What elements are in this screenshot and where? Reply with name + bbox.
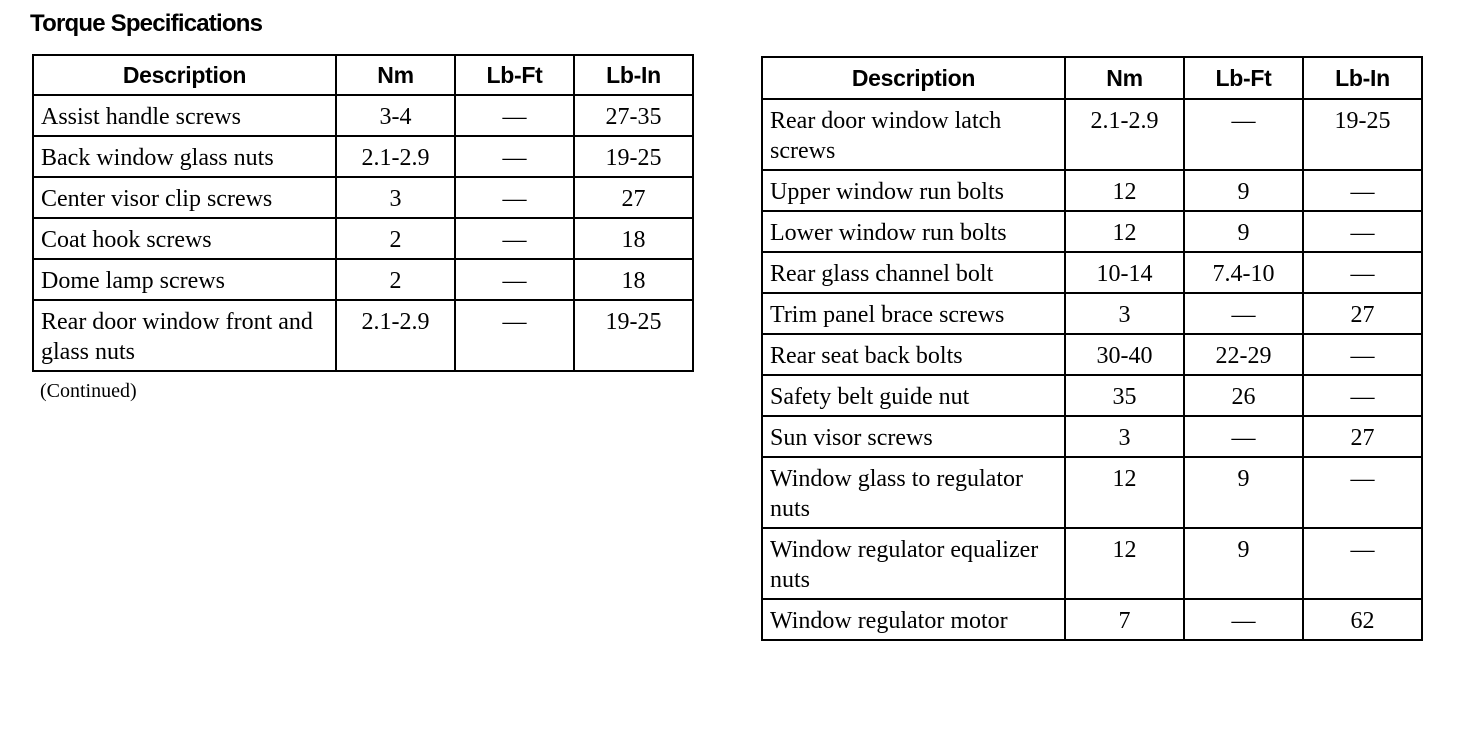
description-cell: Lower window run bolts <box>762 211 1065 252</box>
lb-in-cell: 18 <box>574 218 693 259</box>
torque-table-right <box>761 56 1423 641</box>
table-row <box>762 252 1422 293</box>
lb-in-cell: 27 <box>574 177 693 218</box>
description-cell: Dome lamp screws <box>33 259 336 300</box>
lb-in-cell: 19-25 <box>574 300 693 371</box>
header-nm: Nm <box>336 55 455 95</box>
nm-cell: 2 <box>336 218 455 259</box>
description-cell: Rear door window latch screws <box>762 99 1065 170</box>
header-nm: Nm <box>1065 57 1184 99</box>
description-cell: Rear seat back bolts <box>762 334 1065 375</box>
continued-note: (Continued) <box>40 380 137 402</box>
table-row <box>33 95 693 136</box>
nm-cell: 12 <box>1065 528 1184 599</box>
description-cell: Coat hook screws <box>33 218 336 259</box>
nm-cell: 2.1-2.9 <box>336 136 455 177</box>
nm-cell: 2 <box>336 259 455 300</box>
table-row <box>33 259 693 300</box>
lb-ft-cell: 7.4-10 <box>1184 252 1303 293</box>
description-cell: Safety belt guide nut <box>762 375 1065 416</box>
table-row <box>33 218 693 259</box>
description-cell: Window regulator equalizer nuts <box>762 528 1065 599</box>
description-cell: Sun visor screws <box>762 416 1065 457</box>
lb-in-cell: — <box>1303 211 1422 252</box>
lb-in-cell: — <box>1303 334 1422 375</box>
nm-cell: 3 <box>1065 416 1184 457</box>
table-row <box>762 170 1422 211</box>
lb-ft-cell: 9 <box>1184 528 1303 599</box>
description-cell: Assist handle screws <box>33 95 336 136</box>
description-cell: Rear door window front and glass nuts <box>33 300 336 371</box>
lb-in-cell: 27 <box>1303 416 1422 457</box>
lb-ft-cell: — <box>455 259 574 300</box>
lb-ft-cell: 9 <box>1184 170 1303 211</box>
header-lb-ft: Lb-Ft <box>455 55 574 95</box>
lb-ft-cell: — <box>455 177 574 218</box>
lb-ft-cell: 26 <box>1184 375 1303 416</box>
header-description: Description <box>762 57 1065 99</box>
table-row <box>762 99 1422 170</box>
lb-ft-cell: 9 <box>1184 457 1303 528</box>
lb-in-cell: — <box>1303 457 1422 528</box>
table-header-row <box>33 55 693 95</box>
header-lb-ft: Lb-Ft <box>1184 57 1303 99</box>
header-lb-in: Lb-In <box>1303 57 1422 99</box>
table-row <box>762 211 1422 252</box>
nm-cell: 2.1-2.9 <box>1065 99 1184 170</box>
nm-cell: 12 <box>1065 211 1184 252</box>
lb-ft-cell: — <box>455 136 574 177</box>
description-cell: Window regulator motor <box>762 599 1065 640</box>
nm-cell: 30-40 <box>1065 334 1184 375</box>
description-cell: Trim panel brace screws <box>762 293 1065 334</box>
description-cell: Upper window run bolts <box>762 170 1065 211</box>
lb-ft-cell: — <box>1184 416 1303 457</box>
lb-ft-cell: — <box>1184 599 1303 640</box>
torque-table-left <box>32 54 694 372</box>
lb-ft-cell: — <box>1184 293 1303 334</box>
table-row <box>33 136 693 177</box>
lb-ft-cell: — <box>1184 99 1303 170</box>
table-row <box>762 599 1422 640</box>
lb-ft-cell: — <box>455 95 574 136</box>
table-row <box>33 300 693 371</box>
nm-cell: 2.1-2.9 <box>336 300 455 371</box>
lb-ft-cell: 9 <box>1184 211 1303 252</box>
table-row <box>762 457 1422 528</box>
lb-in-cell: — <box>1303 170 1422 211</box>
description-cell: Center visor clip screws <box>33 177 336 218</box>
lb-in-cell: 27-35 <box>574 95 693 136</box>
lb-in-cell: 19-25 <box>1303 99 1422 170</box>
lb-in-cell: 18 <box>574 259 693 300</box>
lb-ft-cell: — <box>455 218 574 259</box>
nm-cell: 10-14 <box>1065 252 1184 293</box>
description-cell: Window glass to regulator nuts <box>762 457 1065 528</box>
nm-cell: 12 <box>1065 457 1184 528</box>
table-row <box>33 177 693 218</box>
lb-ft-cell: — <box>455 300 574 371</box>
description-cell: Rear glass channel bolt <box>762 252 1065 293</box>
table-row <box>762 416 1422 457</box>
nm-cell: 12 <box>1065 170 1184 211</box>
nm-cell: 35 <box>1065 375 1184 416</box>
table-row <box>762 528 1422 599</box>
lb-in-cell: 62 <box>1303 599 1422 640</box>
table-header-row <box>762 57 1422 99</box>
nm-cell: 3 <box>336 177 455 218</box>
table-row <box>762 293 1422 334</box>
description-cell: Back window glass nuts <box>33 136 336 177</box>
table-row <box>762 375 1422 416</box>
lb-in-cell: — <box>1303 528 1422 599</box>
table-row <box>762 334 1422 375</box>
lb-in-cell: 27 <box>1303 293 1422 334</box>
lb-in-cell: — <box>1303 252 1422 293</box>
header-lb-in: Lb-In <box>574 55 693 95</box>
page-title: Torque Specifications <box>30 10 263 37</box>
nm-cell: 3-4 <box>336 95 455 136</box>
nm-cell: 7 <box>1065 599 1184 640</box>
lb-ft-cell: 22-29 <box>1184 334 1303 375</box>
header-description: Description <box>33 55 336 95</box>
lb-in-cell: — <box>1303 375 1422 416</box>
nm-cell: 3 <box>1065 293 1184 334</box>
lb-in-cell: 19-25 <box>574 136 693 177</box>
